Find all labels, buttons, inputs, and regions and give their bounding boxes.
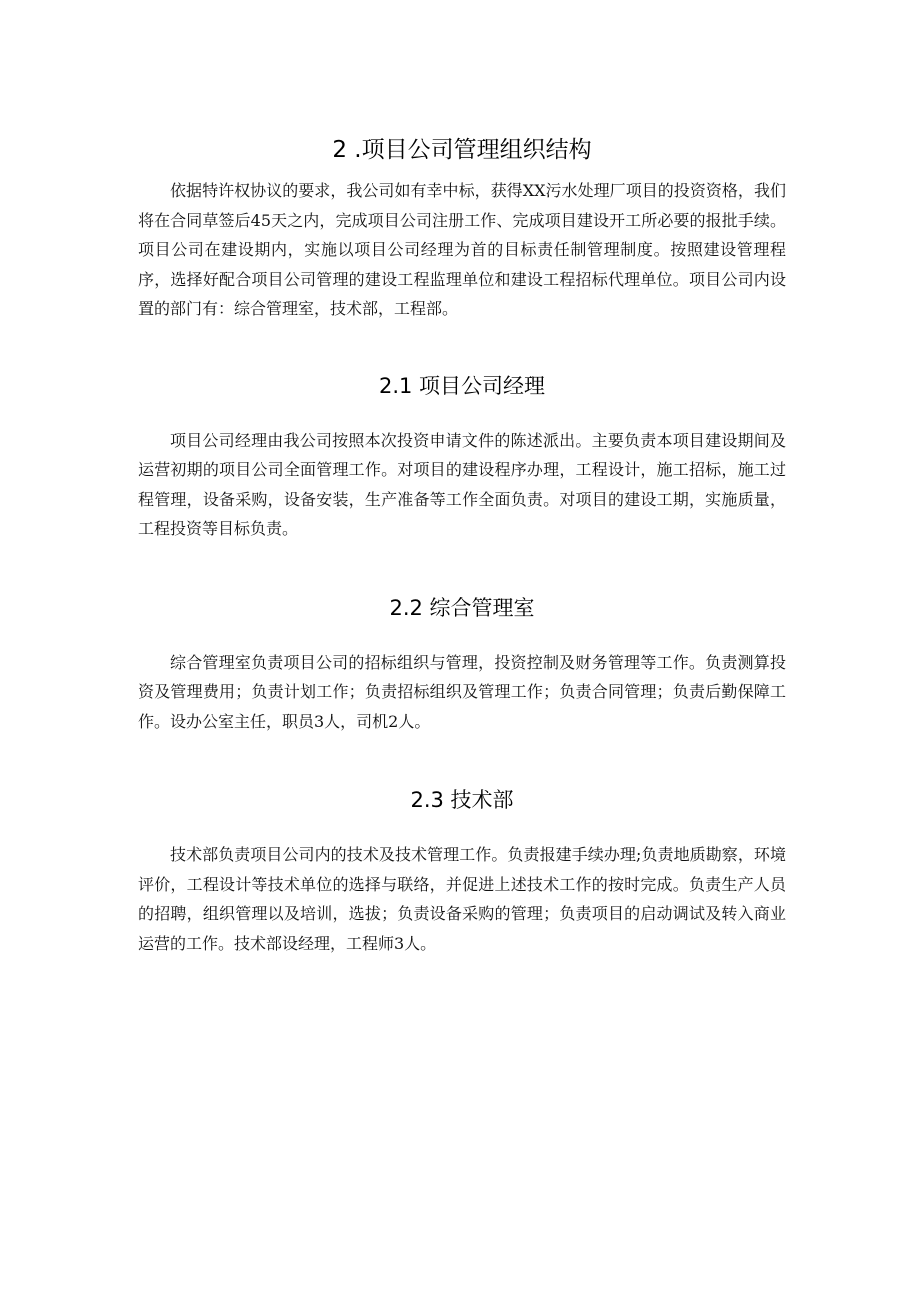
section-technical-department xyxy=(138,782,786,958)
section-heading-project-manager: 2.1 项目公司经理 xyxy=(378,373,546,398)
section-body-technical-department: 技术部负责项目公司内的技术及技术管理工作。负责报建手续办理;负责地质勘察，环境评价，工程设计等技术单位的选择与联络，并促进上述技术工作的按时完成。负责生产人员的招聘，组织管理以及培训，选拔；负责设备采购的管理；负责项目的启动调试及转入商业运营的工作。技术部设经理，工程师3人。 xyxy=(138,845,786,953)
section-body-general-management: 综合管理室负责项目公司的招标组织与管理，投资控制及财务管理等工作。负责测算投资及管理费用；负责计划工作；负责招标组织及管理工作；负责合同管理；负责后勤保障工作。设办公室主任，职员3人，司机2人。 xyxy=(138,652,786,731)
section-project-manager xyxy=(138,368,786,544)
section-general-management xyxy=(138,590,786,737)
document-title: 2 .项目公司管理组织结构 xyxy=(332,137,592,163)
section-heading-technical-department: 2.3 技术部 xyxy=(410,788,514,812)
document-content xyxy=(138,130,786,1004)
intro-paragraph: 依据特许权协议的要求，我公司如有幸中标，获得XX污水处理厂项目的投资资格，我们将在合同草签后45天之内，完成项目公司注册工作、完成项目建设开工所必要的报批手续。项目公司在建设期内，实施以项目公司经理为首的目标责任制管理制度。按照建设管理程序，选择好配合项目公司管理的建设工程监理单位和建设工程招标代理单位。项目公司内设置的部门有：综合管理室，技术部，工程部。 xyxy=(138,181,786,318)
section-overview xyxy=(138,130,786,324)
section-body-project-manager: 项目公司经理由我公司按照本次投资申请文件的陈述派出。主要负责本项目建设期间及运营初期的项目公司全面管理工作。对项目的建设程序办理，工程设计，施工招标，施工过程管理，设备采购，设备安装，生产准备等工作全面负责。对项目的建设工期，实施质量，工程投资等目标负责。 xyxy=(138,430,786,538)
section-heading-general-management: 2.2 综合管理室 xyxy=(389,595,535,620)
